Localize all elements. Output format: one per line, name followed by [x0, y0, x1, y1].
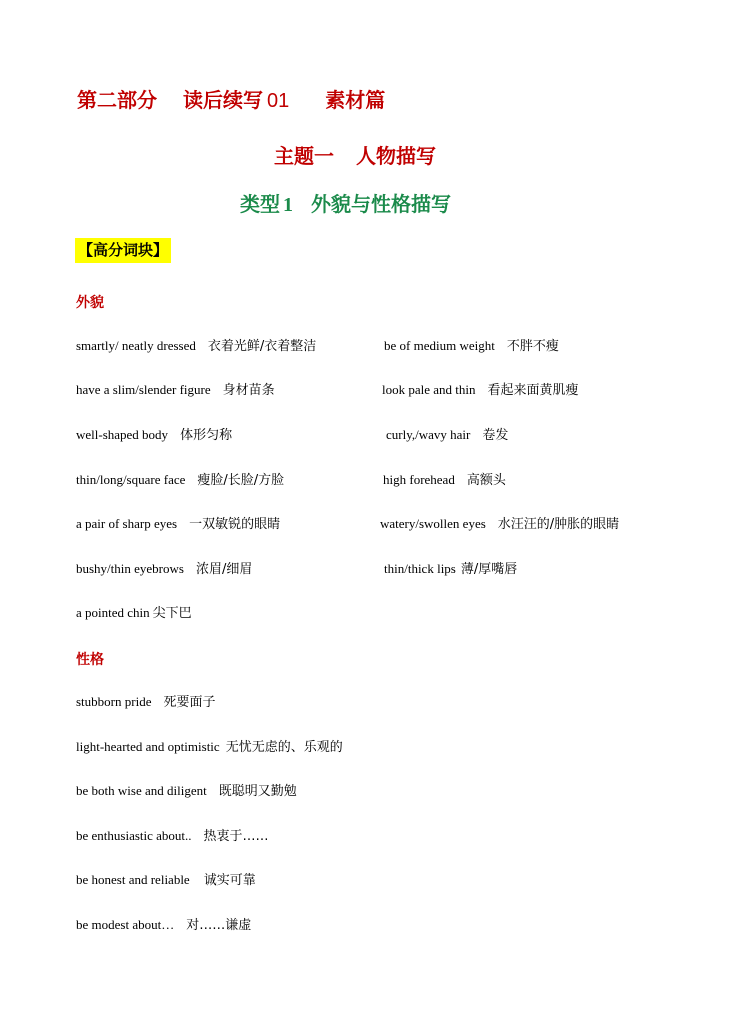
- personality-entry: [76, 871, 256, 890]
- entry-zh: 薄/厚嘴唇: [460, 562, 518, 577]
- entry-en: be of medium weight: [384, 338, 495, 353]
- entry-zh: 尖下巴: [152, 606, 192, 621]
- personality-entry: [76, 693, 215, 712]
- entry-zh: 高额头: [466, 473, 506, 488]
- appearance-entry-right: [380, 515, 619, 534]
- entry-en: light-hearted and optimistic: [76, 739, 220, 754]
- entry-zh: 看起来面黄肌瘦: [487, 383, 579, 398]
- appearance-entry-right: [383, 471, 506, 490]
- theme-label: 主题一: [274, 144, 334, 168]
- entry-zh: 死要面子: [163, 695, 216, 710]
- personality-heading: 性格: [76, 652, 104, 668]
- entry-en: be modest about…: [76, 917, 175, 932]
- type-number: 1: [283, 194, 293, 216]
- personality-entry: [76, 827, 269, 846]
- appearance-entry-last: [76, 604, 192, 623]
- entry-zh: 对……谦虚: [186, 918, 252, 933]
- part-label: 第二部分: [77, 88, 157, 112]
- entry-en: be both wise and diligent: [76, 783, 207, 798]
- entry-en: stubborn pride: [76, 694, 152, 709]
- entry-en: look pale and thin: [382, 382, 476, 397]
- entry-en: thin/long/square face: [76, 472, 186, 487]
- entry-en: smartly/ neatly dressed: [76, 338, 196, 353]
- appearance-entry-left: [76, 337, 316, 356]
- type-label: 类型: [240, 192, 280, 216]
- theme-name: 人物描写: [356, 144, 436, 168]
- type-title: [240, 188, 451, 217]
- entry-en: curly,/wavy hair: [386, 427, 471, 442]
- theme-title: [274, 140, 436, 169]
- entry-en: be enthusiastic about..: [76, 828, 192, 843]
- entry-zh: 不胖不瘦: [506, 339, 559, 354]
- appearance-entry-left: [76, 560, 252, 579]
- personality-entry: [76, 738, 343, 757]
- part-title: [77, 84, 385, 113]
- appearance-entry-left: [76, 515, 280, 534]
- type-name: 外貌与性格描写: [311, 192, 451, 216]
- entry-zh: 瘦脸/长脸/方脸: [197, 473, 285, 488]
- appearance-heading: 外貌: [76, 295, 104, 311]
- entry-zh: 诚实可靠: [203, 873, 256, 888]
- entry-en: watery/swollen eyes: [380, 516, 486, 531]
- entry-en: a pair of sharp eyes: [76, 516, 178, 531]
- entry-en: have a slim/slender figure: [76, 382, 211, 397]
- entry-zh: 既聪明又勤勉: [218, 784, 297, 799]
- entry-zh: 身材苗条: [222, 383, 275, 398]
- appearance-entry-left: [76, 381, 275, 400]
- entry-zh: 体形匀称: [180, 428, 233, 443]
- entry-en: high forehead: [383, 472, 455, 487]
- entry-zh: 热衷于……: [203, 829, 269, 844]
- appearance-entry-left: [76, 426, 232, 445]
- appearance-entry-right: [386, 426, 508, 445]
- category-label: 素材篇: [325, 88, 386, 112]
- highlight-badge: 【高分词块】: [75, 238, 171, 263]
- entry-zh: 衣着光鲜/衣着整洁: [207, 339, 317, 354]
- appearance-entry-right: [384, 337, 559, 356]
- topic-number: 01: [267, 90, 290, 112]
- appearance-entry-right: [384, 560, 517, 579]
- appearance-entry-left: [76, 471, 284, 490]
- entry-en: be honest and reliable: [76, 872, 190, 887]
- personality-entry: [76, 916, 251, 935]
- entry-zh: 浓眉/细眉: [195, 562, 253, 577]
- entry-zh: 无忧无虑的、乐观的: [225, 740, 343, 755]
- entry-en: well-shaped body: [76, 427, 169, 442]
- entry-zh: 卷发: [482, 428, 509, 443]
- appearance-entry-right: [382, 381, 579, 400]
- entry-zh: 水汪汪的/肿胀的眼睛: [497, 517, 620, 532]
- entry-en: a pointed chin: [76, 605, 150, 620]
- entry-en: thin/thick lips: [384, 561, 456, 576]
- personality-entry: [76, 782, 297, 801]
- entry-zh: 一双敏锐的眼睛: [189, 517, 281, 532]
- entry-en: bushy/thin eyebrows: [76, 561, 184, 576]
- topic-label: 读后续写: [183, 88, 263, 112]
